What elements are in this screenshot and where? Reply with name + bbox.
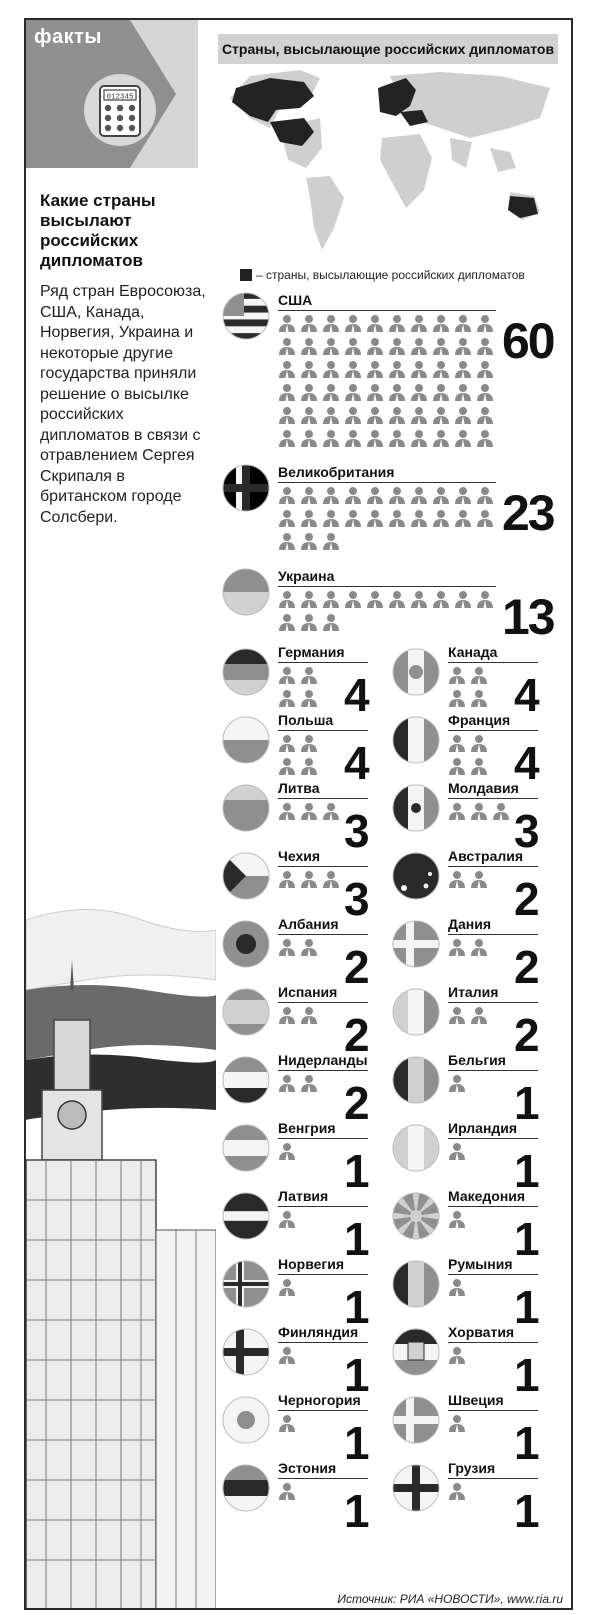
diplomat-icon: [454, 509, 472, 528]
count-label: 1: [514, 1281, 538, 1333]
diplomat-icon: [454, 590, 472, 609]
count-label: 2: [514, 1009, 538, 1061]
diplomat-icon: [278, 429, 296, 448]
diplomat-icon: [278, 1210, 296, 1229]
diplomat-icon: [344, 406, 362, 425]
country-name: Латвия: [278, 1188, 329, 1204]
diplomat-icon: [454, 383, 472, 402]
divider: [278, 1478, 368, 1479]
diplomat-icon: [278, 734, 296, 753]
diplomat-icon: [388, 486, 406, 505]
count-label: 2: [514, 873, 538, 925]
diplomat-icon: [322, 613, 340, 632]
flag-icon: [222, 920, 270, 968]
flag-icon: [392, 784, 440, 832]
left-column: [26, 20, 222, 1608]
count-label: 1: [514, 1417, 538, 1469]
flag-icon: [392, 1056, 440, 1104]
country-name: Чехия: [278, 848, 320, 864]
country-name: Македония: [448, 1188, 526, 1204]
count-label: 4: [514, 669, 538, 721]
count-label: 1: [344, 1417, 368, 1469]
country-name: Румыния: [448, 1256, 513, 1272]
country-name: Бельгия: [448, 1052, 506, 1068]
count-label: 4: [344, 669, 368, 721]
flag-icon: [222, 988, 270, 1036]
divider: [278, 482, 496, 483]
map-title: Страны, высылающие российских дипломатов: [218, 34, 558, 64]
country-name: Черногория: [278, 1392, 361, 1408]
diplomat-icon: [448, 734, 466, 753]
diplomat-icon: [432, 486, 450, 505]
diplomat-icon: [322, 532, 340, 551]
foreign-ministry-building-image: [26, 900, 216, 1610]
count-label: 2: [514, 941, 538, 993]
diplomat-icon: [344, 314, 362, 333]
country-name: Норвегия: [278, 1256, 345, 1272]
diplomat-icon: [448, 1414, 466, 1433]
diplomat-icon: [454, 314, 472, 333]
diplomat-icon: [278, 406, 296, 425]
diplomat-icon: [410, 509, 428, 528]
flag-icon: [392, 1396, 440, 1444]
diplomat-icon: [366, 360, 384, 379]
flag-icon: [222, 852, 270, 900]
diplomat-icon: [300, 590, 318, 609]
diplomat-icon: [410, 383, 428, 402]
diplomat-icon: [278, 689, 296, 708]
country-name: Австралия: [448, 848, 524, 864]
count-label: 1: [344, 1485, 368, 1537]
count-label: 4: [514, 737, 538, 789]
diplomat-icon: [278, 1074, 296, 1093]
diplomat-icon: [388, 429, 406, 448]
calculator-display: 012345: [106, 93, 134, 102]
diplomat-icon: [366, 337, 384, 356]
diplomat-icon: [476, 509, 494, 528]
count-label: 1: [514, 1077, 538, 1129]
diplomat-icon: [366, 383, 384, 402]
diplomat-icon: [322, 870, 340, 889]
diplomat-icon: [366, 486, 384, 505]
diplomat-icon: [388, 337, 406, 356]
diplomat-icon: [278, 486, 296, 505]
diplomat-icon: [278, 1482, 296, 1501]
diplomat-icon: [300, 337, 318, 356]
diplomat-icon: [278, 938, 296, 957]
brand-label: факты: [34, 26, 103, 48]
diplomat-icon: [344, 429, 362, 448]
country-name: Финляндия: [278, 1324, 359, 1340]
flag-icon: [392, 1328, 440, 1376]
divider: [278, 1070, 368, 1071]
diplomat-icon: [410, 314, 428, 333]
country-name: Италия: [448, 984, 499, 1000]
diplomat-icon: [300, 314, 318, 333]
diplomat-icon: [322, 337, 340, 356]
diplomat-icon: [278, 757, 296, 776]
count-label: 2: [344, 1009, 368, 1061]
world-map: [210, 68, 562, 260]
diplomat-icon: [410, 590, 428, 609]
country-name: Венгрия: [278, 1120, 336, 1136]
count-label: 4: [344, 737, 368, 789]
divider: [278, 1138, 368, 1139]
count-label: 60: [502, 313, 554, 369]
diplomat-icon: [322, 383, 340, 402]
diplomat-icon: [454, 429, 472, 448]
divider: [278, 310, 496, 311]
diplomat-icon: [278, 314, 296, 333]
flag-icon: [222, 1124, 270, 1172]
count-label: 3: [344, 873, 368, 925]
flag-icon: [222, 716, 270, 764]
diplomat-icon: [476, 360, 494, 379]
divider: [448, 730, 538, 731]
count-label: 3: [344, 805, 368, 857]
diplomat-icon: [278, 1006, 296, 1025]
flag-icon: [222, 1260, 270, 1308]
diplomat-icon: [300, 870, 318, 889]
diplomat-icon: [410, 429, 428, 448]
count-label: 1: [514, 1145, 538, 1197]
diplomat-icon: [388, 406, 406, 425]
diplomat-icon: [300, 486, 318, 505]
diplomat-icon: [366, 590, 384, 609]
diplomat-icon: [322, 486, 340, 505]
diplomat-icon: [322, 360, 340, 379]
diplomat-icon: [344, 509, 362, 528]
diplomat-icon: [476, 383, 494, 402]
divider: [278, 798, 368, 799]
divider: [278, 730, 368, 731]
diplomat-icon: [432, 509, 450, 528]
map-legend: [240, 268, 525, 282]
divider: [448, 1478, 538, 1479]
diplomat-icon: [322, 802, 340, 821]
flag-icon: [392, 852, 440, 900]
diplomat-icon: [432, 314, 450, 333]
diplomat-icon: [278, 383, 296, 402]
lead-text: Ряд стран Евросоюза, США, Канада, Норвегия, Украина и некоторые другие государства приняли решение о высылке российских дипломатов в связи с отравлением Сергея Скрипаля в британском городе Солсбери.: [40, 283, 206, 526]
diplomat-icon: [448, 870, 466, 889]
divider: [448, 1274, 538, 1275]
country-name: Хорватия: [448, 1324, 515, 1340]
diplomat-icon: [278, 802, 296, 821]
count-label: 2: [344, 941, 368, 993]
diplomat-icon: [432, 406, 450, 425]
diplomat-icon: [322, 429, 340, 448]
diplomat-icon: [366, 429, 384, 448]
flag-icon: [392, 648, 440, 696]
divider: [448, 866, 538, 867]
diplomat-icon: [344, 486, 362, 505]
diplomat-icon: [300, 757, 318, 776]
diplomat-icon: [470, 802, 488, 821]
diplomat-icon: [388, 360, 406, 379]
divider: [448, 1138, 538, 1139]
diplomat-icon: [366, 314, 384, 333]
diplomat-icon: [470, 689, 488, 708]
legend-swatch: [240, 269, 252, 281]
diplomat-icon: [388, 314, 406, 333]
diplomat-icon: [470, 870, 488, 889]
flag-icon: [222, 464, 270, 512]
divider: [448, 662, 538, 663]
flag-icon: [222, 1192, 270, 1240]
diplomat-icon: [448, 666, 466, 685]
diplomat-icon: [300, 429, 318, 448]
calculator-icon: [84, 74, 156, 146]
diplomat-icon: [300, 938, 318, 957]
count-label: 1: [514, 1485, 538, 1537]
divider: [448, 1342, 538, 1343]
country-name: Нидерланды: [278, 1052, 368, 1068]
diplomat-icon: [448, 1074, 466, 1093]
diplomat-icon: [476, 406, 494, 425]
diplomat-icon: [300, 689, 318, 708]
flag-icon: [222, 784, 270, 832]
flag-icon: [222, 1396, 270, 1444]
diplomat-icon: [278, 337, 296, 356]
diplomat-icon: [432, 590, 450, 609]
diplomat-icon: [344, 590, 362, 609]
flag-icon: [392, 988, 440, 1036]
diplomat-icon: [432, 360, 450, 379]
diplomat-icon: [448, 757, 466, 776]
diplomat-icon: [448, 1346, 466, 1365]
country-name: США: [278, 292, 313, 308]
country-name: Украина: [278, 568, 335, 584]
infographic: [24, 18, 573, 1610]
country-name: Великобритания: [278, 464, 395, 480]
diplomat-icon: [448, 1210, 466, 1229]
diplomat-icon: [278, 590, 296, 609]
count-label: 1: [344, 1349, 368, 1401]
diplomat-icon: [278, 1346, 296, 1365]
diplomat-icon: [476, 429, 494, 448]
diplomat-icon: [476, 337, 494, 356]
legend-text: – страны, высылающие российских дипломатов: [256, 268, 525, 282]
count-label: 1: [344, 1281, 368, 1333]
diplomat-icon: [278, 1278, 296, 1297]
country-name: Германия: [278, 644, 345, 660]
count-label: 3: [514, 805, 538, 857]
divider: [448, 798, 538, 799]
flag-icon: [222, 648, 270, 696]
diplomat-icon: [278, 613, 296, 632]
diplomat-icon: [366, 509, 384, 528]
diplomat-icon: [278, 1142, 296, 1161]
diplomat-icon: [322, 314, 340, 333]
divider: [278, 1002, 368, 1003]
country-name: Молдавия: [448, 780, 519, 796]
diplomat-icon: [300, 1074, 318, 1093]
diplomat-icon: [492, 802, 510, 821]
flag-icon: [222, 1328, 270, 1376]
diplomat-icon: [432, 429, 450, 448]
diplomat-icon: [322, 509, 340, 528]
diplomat-icon: [278, 870, 296, 889]
diplomat-icon: [300, 509, 318, 528]
divider: [278, 1342, 368, 1343]
divider: [278, 1410, 368, 1411]
flag-icon: [222, 568, 270, 616]
diplomat-icon: [476, 486, 494, 505]
country-name: Литва: [278, 780, 320, 796]
diplomat-icon: [448, 1278, 466, 1297]
diplomat-icon: [448, 1006, 466, 1025]
diplomat-icon: [300, 802, 318, 821]
diplomat-icon: [300, 360, 318, 379]
diplomat-icon: [344, 360, 362, 379]
divider: [278, 586, 496, 587]
flag-icon: [222, 1056, 270, 1104]
country-name: Албания: [278, 916, 339, 932]
diplomat-icon: [448, 802, 466, 821]
diplomat-icon: [300, 406, 318, 425]
divider: [448, 1410, 538, 1411]
diplomat-icon: [454, 337, 472, 356]
diplomat-icon: [470, 938, 488, 957]
divider: [448, 934, 538, 935]
diplomat-icon: [322, 590, 340, 609]
diplomat-icon: [410, 406, 428, 425]
divider: [448, 1206, 538, 1207]
diplomat-icon: [388, 509, 406, 528]
diplomat-icon: [278, 1414, 296, 1433]
diplomat-icon: [476, 314, 494, 333]
count-label: 1: [514, 1213, 538, 1265]
diplomat-icon: [388, 383, 406, 402]
flag-icon: [222, 1464, 270, 1512]
country-name: Грузия: [448, 1460, 496, 1476]
flag-icon: [392, 1192, 440, 1240]
flag-icon: [392, 716, 440, 764]
flag-icon: [392, 1260, 440, 1308]
diplomat-icon: [278, 532, 296, 551]
flag-icon: [392, 1124, 440, 1172]
diplomat-icon: [366, 406, 384, 425]
diplomat-icon: [300, 383, 318, 402]
diplomat-icon: [388, 590, 406, 609]
diplomat-icon: [470, 1006, 488, 1025]
diplomat-icon: [448, 689, 466, 708]
diplomat-icon: [278, 509, 296, 528]
diplomat-icon: [344, 383, 362, 402]
count-label: 23: [502, 485, 554, 541]
count-label: 1: [344, 1213, 368, 1265]
headline: Какие страны высылают российских дипломатов: [40, 191, 156, 270]
diplomat-icon: [470, 734, 488, 753]
flag-icon: [392, 1464, 440, 1512]
diplomat-icon: [454, 486, 472, 505]
diplomat-icon: [432, 337, 450, 356]
flag-icon: [392, 920, 440, 968]
flag-icon: [222, 292, 270, 340]
count-label: 13: [502, 589, 554, 645]
divider: [278, 934, 368, 935]
diplomat-icon: [410, 360, 428, 379]
diplomat-icon: [278, 666, 296, 685]
country-name: Дания: [448, 916, 491, 932]
divider: [278, 866, 368, 867]
divider: [278, 1206, 368, 1207]
diplomat-icon: [432, 383, 450, 402]
count-label: 2: [344, 1077, 368, 1129]
divider: [278, 1274, 368, 1275]
diplomat-icon: [470, 757, 488, 776]
divider: [448, 1002, 538, 1003]
count-label: 1: [344, 1145, 368, 1197]
diplomat-icon: [278, 360, 296, 379]
country-name: Испания: [278, 984, 338, 1000]
diplomat-icon: [410, 486, 428, 505]
diplomat-icon: [300, 734, 318, 753]
country-name: Франция: [448, 712, 511, 728]
diplomat-icon: [322, 406, 340, 425]
diplomat-icon: [300, 613, 318, 632]
diplomat-icon: [470, 666, 488, 685]
source-credit: Источник: РИА «НОВОСТИ», www.ria.ru: [337, 1592, 563, 1606]
country-name: Ирландия: [448, 1120, 518, 1136]
brand-panel: [26, 20, 198, 168]
country-name: Польша: [278, 712, 334, 728]
diplomat-icon: [300, 666, 318, 685]
country-name: Канада: [448, 644, 498, 660]
diplomat-icon: [448, 938, 466, 957]
diplomat-icon: [300, 532, 318, 551]
diplomat-icon: [344, 337, 362, 356]
diplomat-icon: [454, 360, 472, 379]
diplomat-icon: [300, 1006, 318, 1025]
divider: [448, 1070, 538, 1071]
diplomat-icon: [476, 590, 494, 609]
diplomat-icon: [448, 1482, 466, 1501]
country-name: Швеция: [448, 1392, 504, 1408]
diplomat-icon: [410, 337, 428, 356]
diplomat-icon: [448, 1142, 466, 1161]
count-label: 1: [514, 1349, 538, 1401]
divider: [278, 662, 368, 663]
diplomat-icon: [454, 406, 472, 425]
country-name: Эстония: [278, 1460, 337, 1476]
